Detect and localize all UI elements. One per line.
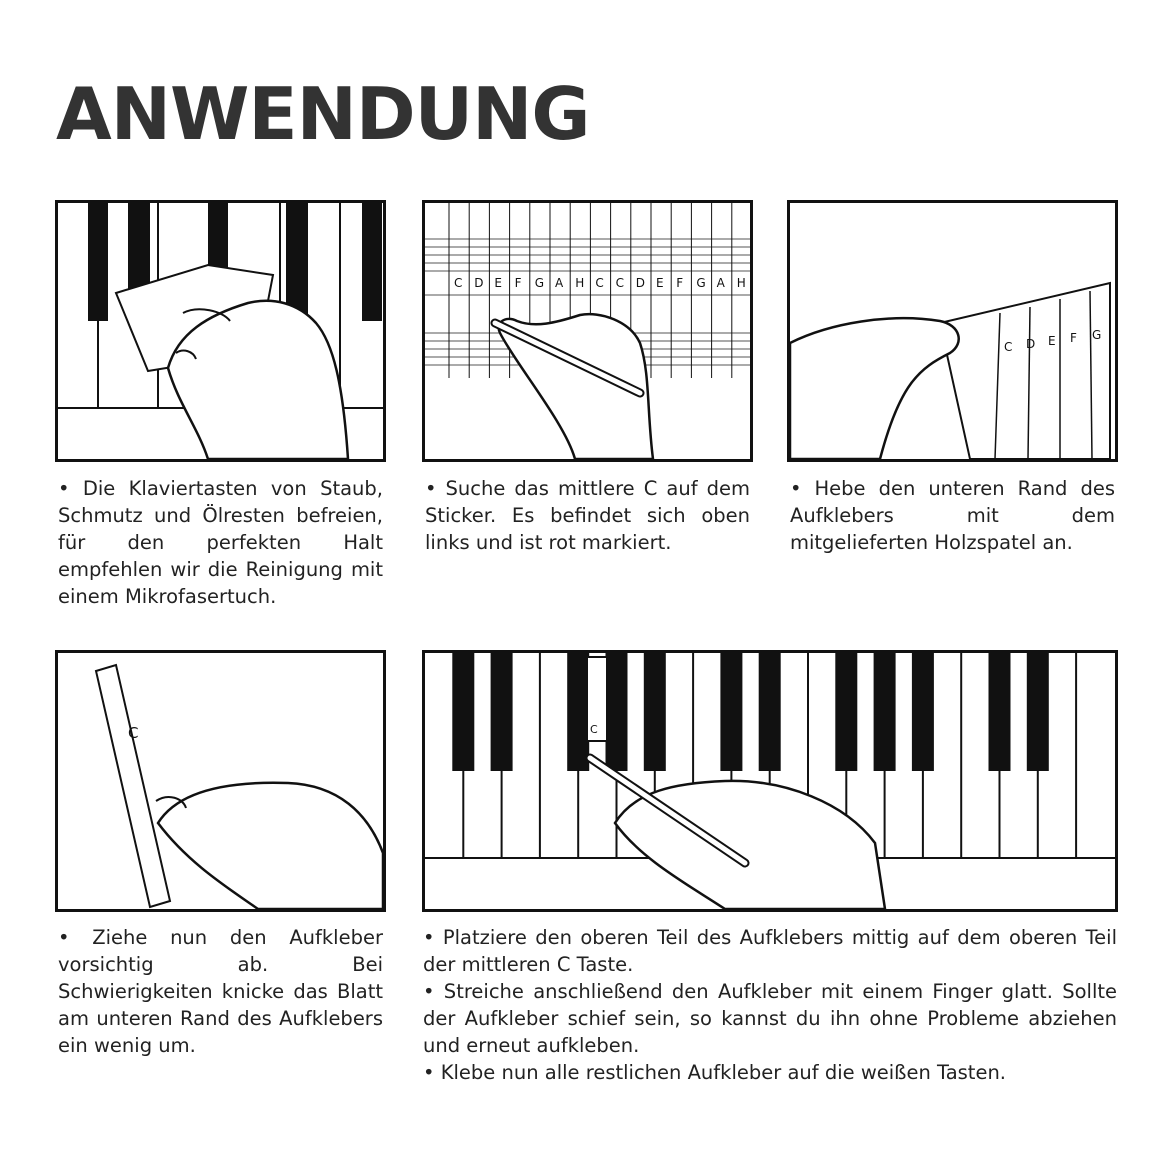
sticker-note-letter: E	[494, 276, 502, 290]
step-5-line-1: • Platziere den oberen Teil des Aufklebers mittig auf dem oberen Teil der mittleren C Taste.	[423, 926, 1117, 976]
illustration-cleaning-keys	[55, 200, 386, 462]
sticker-note-letter: D	[474, 276, 484, 290]
black-key	[452, 653, 474, 771]
step-4-text: • Ziehe nun den Aufkleber vorsichtig ab. Bei Schwierigkeiten knicke das Blatt am unteren Rand des Aufklebers ein wenig um.	[58, 926, 383, 1057]
step-1-caption	[58, 475, 383, 610]
black-key	[874, 653, 896, 771]
step-4-caption	[58, 924, 383, 1059]
peel-note-letter: G	[1092, 328, 1102, 342]
illustration-peel-sticker	[55, 650, 386, 912]
peel-note-letter: E	[1048, 334, 1056, 348]
black-key	[720, 653, 742, 771]
sticker-note-letter: A	[716, 276, 725, 290]
step-2-text: • Suche das mittlere C auf dem Sticker. Es befindet sich oben links und ist rot markiert.	[425, 477, 750, 554]
illustration-find-middle-c	[422, 200, 753, 462]
black-key	[567, 653, 589, 771]
peel-note-letter: F	[1070, 331, 1077, 345]
sticker-note-letter: H	[736, 276, 746, 290]
sticker-note-letter: C	[454, 276, 463, 290]
black-key	[644, 653, 666, 771]
sticker-note-letter: F	[676, 276, 684, 290]
sticker-note-letter: C	[595, 276, 604, 290]
step-5-caption	[423, 924, 1117, 1086]
sticker-note-letter: C	[615, 276, 624, 290]
black-key	[912, 653, 934, 771]
sticker-note-letter: G	[696, 276, 706, 290]
step-1-text: • Die Klaviertasten von Staub, Schmutz und Ölresten befreien, für den perfekten Halt empfehlen wir die Reinigung mit einem Mikrofasertuch.	[58, 477, 383, 608]
sticker-note-letter: E	[656, 276, 664, 290]
black-key	[1027, 653, 1049, 771]
black-key	[835, 653, 857, 771]
sticker-note-letter: F	[514, 276, 522, 290]
sticker-c-letter: C	[128, 724, 139, 742]
illustration-place-sticker	[422, 650, 1118, 912]
illustration-lift-sticker	[787, 200, 1118, 462]
step-5-line-2: • Streiche anschließend den Aufkleber mit einem Finger glatt. Sollte der Aufkleber schief sein, so kannst du ihn ohne Probleme abziehen und erneut aufkleben.	[423, 980, 1117, 1057]
black-key	[989, 653, 1011, 771]
black-key	[491, 653, 513, 771]
sticker-note-letter: A	[555, 276, 564, 290]
sticker-note-letter: D	[635, 276, 646, 290]
black-key	[606, 653, 628, 771]
placed-sticker-c: C	[590, 723, 598, 736]
step-5-line-3: • Klebe nun alle restlichen Aufkleber auf die weißen Tasten.	[423, 1061, 1007, 1084]
page-title: ANWENDUNG	[56, 72, 590, 156]
sticker-note-letter: H	[575, 276, 585, 290]
step-2-caption	[425, 475, 750, 556]
black-key	[759, 653, 781, 771]
peel-note-letter: D	[1026, 337, 1036, 351]
sticker-note-letter: G	[534, 276, 545, 290]
step-3-text: • Hebe den unteren Rand des Aufklebers mit dem mitgelieferten Holzspatel an.	[790, 477, 1115, 554]
step-3-caption	[790, 475, 1115, 556]
peel-note-letter: C	[1004, 340, 1013, 354]
